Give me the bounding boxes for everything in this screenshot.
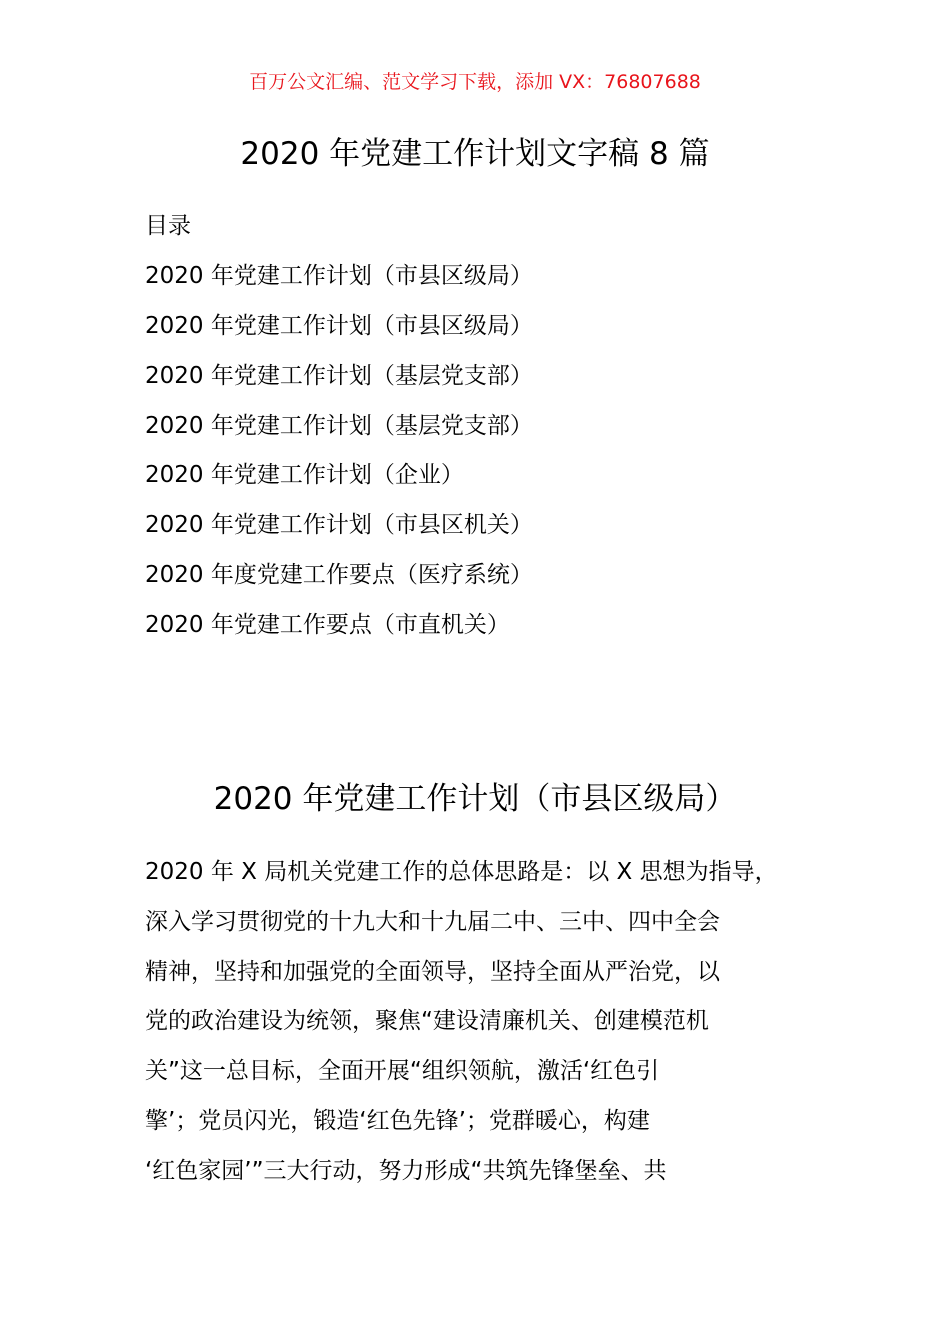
body-line: 关”这一总目标，全面开展“组织领航，激活‘红色引 (145, 1058, 660, 1085)
body-line: 精神，坚持和加强党的全面领导，坚持全面从严治党，以 (145, 958, 720, 985)
toc-item: 2020 年党建工作计划（市县区级局） (145, 262, 533, 289)
toc-item: 2020 年党建工作计划（基层党支部） (145, 362, 533, 389)
toc-heading: 目录 (145, 213, 191, 239)
toc-item: 2020 年党建工作计划（市县区机关） (145, 512, 533, 539)
body-line: 深入学习贯彻党的十九大和十九届二中、三中、四中全会 (145, 908, 720, 935)
toc-item: 2020 年党建工作要点（市直机关） (145, 612, 510, 639)
toc-item: 2020 年度党建工作要点（医疗系统） (145, 562, 533, 589)
table-of-contents (145, 202, 845, 651)
toc-item: 2020 年党建工作计划（企业） (145, 462, 464, 489)
section-title: 2020 年党建工作计划（市县区级局） (213, 781, 737, 817)
body-line: 擎’；党员闪光，锻造‘红色先锋’；党群暖心，构建 (145, 1107, 650, 1134)
section-body (145, 848, 835, 1197)
toc-item: 2020 年党建工作计划（基层党支部） (145, 412, 533, 439)
body-line: 党的政治建设为统领，聚焦“建设清廉机关、创建模范机 (145, 1008, 709, 1035)
header-banner: 百万公文汇编、范文学习下载，添加 VX：76807688 (249, 71, 701, 93)
toc-item: 2020 年党建工作计划（市县区级局） (145, 312, 533, 339)
body-line: ‘红色家园’”三大行动，努力形成“共筑先锋堡垒、共 (145, 1157, 667, 1184)
document-title: 2020 年党建工作计划文字稿 8 篇 (240, 136, 710, 172)
body-line: 2020 年 X 局机关党建工作的总体思路是：以 X 思想为指导， (145, 859, 778, 885)
